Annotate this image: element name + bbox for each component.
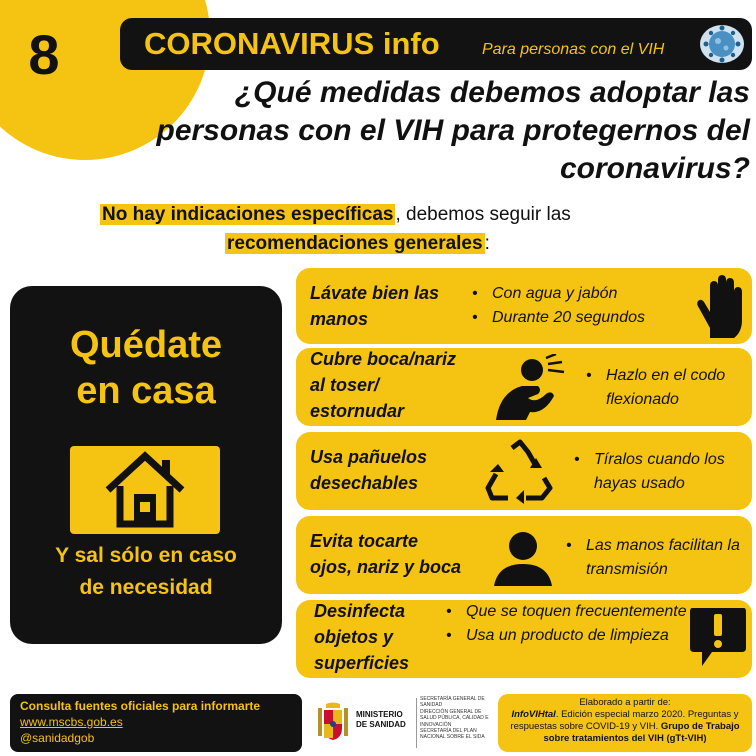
ministry-sub-2: DIRECCIÓN GENERAL DE SALUD PÚBLICA, CALIDAD E INNOVACIÓN bbox=[420, 708, 489, 728]
card-title bbox=[310, 528, 461, 580]
main-question: ¿Qué medidas debemos adoptar las personas con el VIH para protegernos del coronavirus? bbox=[156, 76, 750, 185]
card-bullets bbox=[584, 364, 750, 412]
credits-group: Grupo de Trabajo sobre tratamientos del VIH (gTt-VIH) bbox=[543, 721, 740, 744]
hand-icon bbox=[696, 272, 748, 340]
list-item: • Que se toquen frecuentemente bbox=[444, 600, 698, 624]
card-title-line: estornudar bbox=[310, 401, 405, 421]
title-main: CORONAVIRUS info bbox=[144, 26, 440, 61]
ministry-sub-1: SECRETARÍA GENERAL DE SANIDAD bbox=[420, 696, 485, 709]
official-social[interactable]: @sanidadgob bbox=[20, 731, 95, 745]
intro-text-2: : bbox=[484, 233, 490, 254]
card-bullets bbox=[444, 600, 698, 648]
list-item: • Con agua y jabón bbox=[470, 282, 645, 306]
official-link[interactable]: www.mscbs.gob.es bbox=[20, 715, 123, 729]
card-title-line: ojos, nariz y boca bbox=[310, 557, 462, 577]
stay-home-footer-line1: Y sal sólo en caso bbox=[55, 544, 237, 567]
ministry-departments bbox=[420, 696, 492, 741]
official-sources-title: Consulta fuentes oficiales para informarte bbox=[20, 699, 261, 713]
stay-home-title bbox=[10, 322, 282, 414]
stay-home-footer-line2: de necesidad bbox=[79, 576, 213, 599]
recycle-icon bbox=[484, 438, 556, 504]
intro-highlight-2: recomendaciones generales bbox=[227, 233, 483, 254]
intro-line-2 bbox=[225, 229, 725, 259]
card-title bbox=[310, 444, 427, 496]
stay-home-title-line1: Quédate bbox=[69, 324, 223, 366]
card-cover-cough bbox=[296, 348, 752, 426]
stay-home-panel bbox=[10, 286, 282, 644]
card-title bbox=[314, 598, 409, 676]
card-title-line: Desinfecta bbox=[314, 601, 406, 621]
card-title-line: Evita tocarte bbox=[310, 531, 419, 551]
card-tissues bbox=[296, 432, 752, 510]
card-title-line: superficies bbox=[314, 653, 410, 673]
ministry-name: MINISTERIO DE SANIDAD bbox=[356, 710, 406, 729]
house-icon bbox=[104, 450, 186, 528]
card-title-line: Lávate bien las bbox=[310, 283, 440, 303]
intro-highlight-1: No hay indicaciones específicas bbox=[102, 204, 394, 225]
stay-home-title-line2: en casa bbox=[76, 370, 216, 412]
person-icon bbox=[490, 530, 556, 586]
card-title-line: Cubre boca/nariz bbox=[310, 349, 457, 369]
card-bullets bbox=[470, 282, 645, 330]
title-subtitle: Para personas con el VIH bbox=[482, 41, 665, 58]
card-wash-hands bbox=[296, 268, 752, 344]
card-bullets bbox=[572, 448, 748, 496]
card-title-line: al toser/ bbox=[310, 375, 380, 395]
credits-text: . Edición especial marzo 2020. Preguntas y respuestas sobre COVID-19 y VIH. bbox=[510, 709, 739, 732]
spain-crest-icon bbox=[316, 702, 350, 742]
credits-source: InfoVIHtal bbox=[511, 709, 556, 720]
list-item: • Hazlo en el codo flexionado bbox=[584, 364, 750, 412]
card-title-line: desechables bbox=[310, 473, 419, 493]
ministry-logo bbox=[310, 694, 492, 752]
ministry-sub-3: SECRETARÍA DEL PLAN NACIONAL SOBRE EL SIDA bbox=[420, 728, 485, 741]
card-disinfect bbox=[296, 600, 752, 678]
intro-text-1: , debemos seguir las bbox=[395, 204, 571, 225]
credits-box bbox=[498, 694, 752, 752]
title-bar bbox=[120, 18, 752, 70]
ministry-divider bbox=[416, 698, 417, 748]
official-sources-box bbox=[10, 694, 302, 752]
intro-line-1 bbox=[100, 200, 700, 230]
card-title-line: objetos y bbox=[314, 627, 394, 647]
list-item: • Las manos facilitan la transmisión bbox=[564, 534, 750, 582]
list-item: • Usa un producto de limpieza bbox=[444, 624, 698, 648]
house-box bbox=[70, 446, 220, 534]
credits-line-1: Elaborado a partir de: bbox=[579, 697, 671, 708]
card-avoid-touching bbox=[296, 516, 752, 594]
card-title-line: Usa pañuelos bbox=[310, 447, 428, 467]
card-title-line: manos bbox=[310, 309, 369, 329]
page-number: 8 bbox=[28, 23, 60, 86]
sneeze-icon bbox=[492, 354, 568, 420]
list-item: • Tíralos cuando los hayas usado bbox=[572, 448, 748, 496]
credits-body bbox=[504, 709, 746, 745]
virus-icon bbox=[698, 22, 746, 66]
alert-icon bbox=[688, 604, 748, 668]
list-item: • Durante 20 segundos bbox=[470, 306, 645, 330]
stay-home-footer bbox=[10, 540, 282, 604]
card-title bbox=[310, 280, 439, 332]
card-bullets bbox=[564, 534, 750, 582]
card-title bbox=[310, 346, 456, 424]
